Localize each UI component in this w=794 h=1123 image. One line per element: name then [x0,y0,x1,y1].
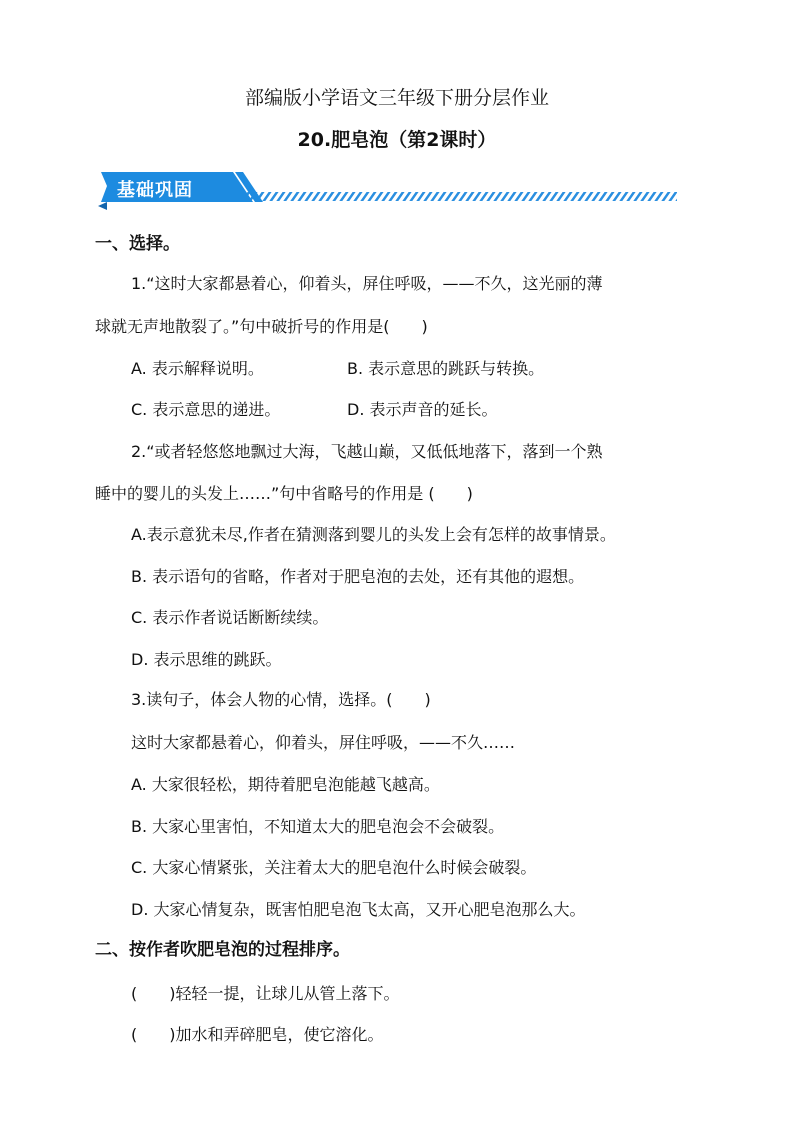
q3-option-d: D. 大家心情复杂，既害怕肥皂泡飞太高，又开心肥皂泡那么大。 [131,900,586,919]
q1-option-d: D. 表示声音的延长。 [347,400,498,419]
q3-option-a: A. 大家很轻松，期待着肥皂泡能越飞越高。 [131,775,440,794]
order-item-2: ( )加水和弄碎肥皂，使它溶化。 [131,1025,384,1044]
q2-option-c: C. 表示作者说话断断续续。 [131,608,329,627]
q2-option-a: A.表示意犹未尽,作者在猜测落到婴儿的头发上会有怎样的故事情景。 [131,525,616,544]
section-banner [95,170,685,214]
q3-sentence: 这时大家都悬着心，仰着头，屏住呼吸，——不久…… [131,733,516,752]
q2-option-b: B. 表示语句的省略，作者对于肥皂泡的去处，还有其他的遐想。 [131,567,585,586]
q3-option-c: C. 大家心情紧张，关注着太大的肥皂泡什么时候会破裂。 [131,858,537,877]
q2-line-2: 睡中的婴儿的头发上……”句中省略号的作用是 ( ) [95,484,473,503]
q2-option-d: D. 表示思维的跳跃。 [131,650,282,669]
lesson-subtitle: 20.肥皂泡（第2课时） [297,129,497,151]
page-title: 部编版小学语文三年级下册分层作业 [244,87,549,109]
q3-option-b: B. 大家心里害怕，不知道太大的肥皂泡会不会破裂。 [131,817,505,836]
q1-option-c: C. 表示意思的递进。 [131,400,281,419]
q1-option-b: B. 表示意思的跳跃与转换。 [347,359,545,378]
section-2-heading: 二、按作者吹肥皂泡的过程排序。 [95,940,350,960]
q1-option-a: A. 表示解释说明。 [131,359,264,378]
q1-line-1: 1.“这时大家都悬着心，仰着头，屏住呼吸，——不久，这光丽的薄 [131,274,603,293]
q3-line-1: 3.读句子，体会人物的心情，选择。( ) [131,690,431,709]
section-1-heading: 一、选择。 [95,234,180,254]
q1-line-2: 球就无声地散裂了。”句中破折号的作用是( ) [95,317,428,336]
banner-label: 基础巩固 [117,180,193,201]
order-item-1: ( )轻轻一提，让球儿从管上落下。 [131,984,400,1003]
q2-line-1: 2.“或者轻悠悠地飘过大海，飞越山巅，又低低地落下，落到一个熟 [131,442,603,461]
